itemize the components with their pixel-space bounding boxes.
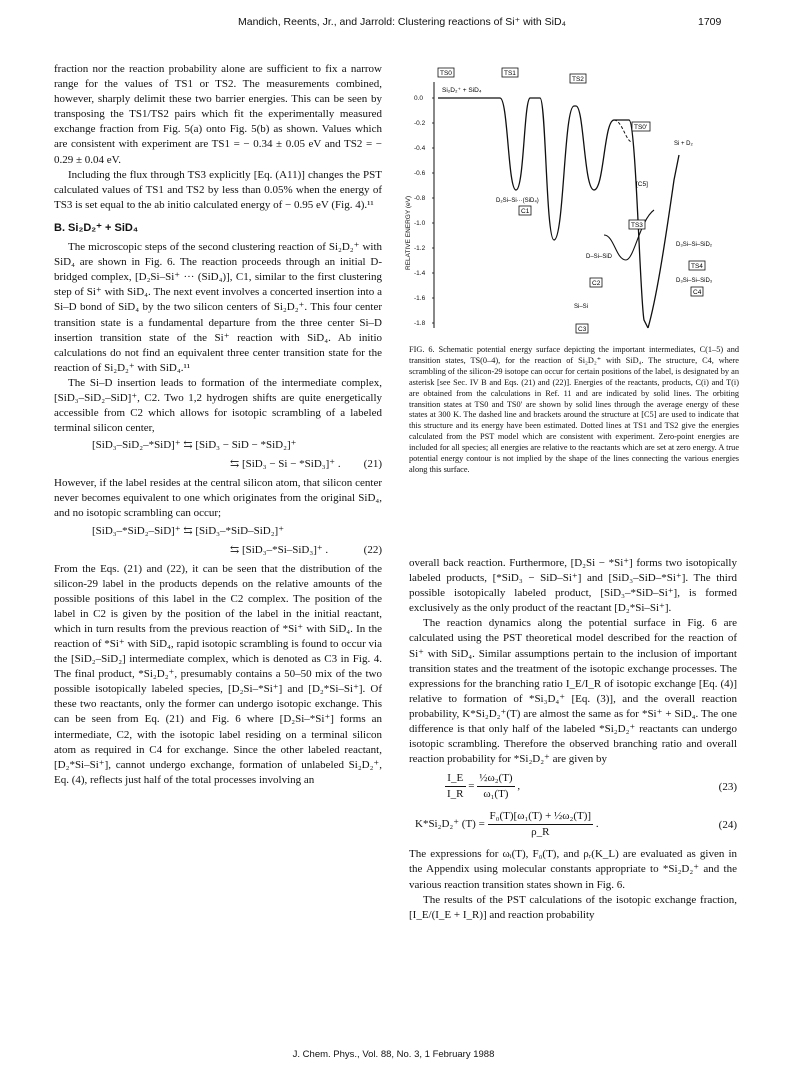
- c5-label: [C5]: [636, 181, 648, 188]
- equation-number: (24): [718, 819, 737, 832]
- c3-structure: Si–Si: [574, 304, 589, 310]
- svg-text:-1.8: -1.8: [414, 320, 426, 327]
- equation-21-line2: ⇆ [SiD₃ − Si − *SiD₃]⁺ . (21): [54, 457, 382, 474]
- equation-number: (22): [363, 543, 382, 556]
- c2-structure: D–Si–SiD: [586, 254, 613, 260]
- equation-number: (23): [718, 781, 737, 794]
- c1-structure: D₂Si–Si···(SiD₄): [496, 198, 539, 204]
- y-axis-ticks: [414, 95, 426, 327]
- ts4-label: TS4: [691, 263, 703, 270]
- c4-structure: D₃Si–Si–SiD₃: [676, 278, 713, 284]
- ts3-label: TS3: [631, 222, 643, 229]
- left-column: [54, 62, 382, 788]
- svg-text:-0.8: -0.8: [414, 195, 426, 202]
- paragraph: The microscopic steps of the second clustering reaction of Si₂D₂⁺ with SiD₄ are shown in Fig. 6. The reaction proceeds through an initial D-bridged complex, [D₂Si–Si⁺ ··· (SiD₄)], C1, similar to the first clustering step of Si⁺ with SiD₄. The next event involves a concerted insertion into a Si–D bond of SiD₄ by the two silicon centers of Si₂D₂⁺. This four center transition state is a fundamental departure from the three center Si–D insertion transition state of the Si⁺ reaction with SiD₄. Ab initio calculations do not find an equivalent three center transition state for the reaction of Si₂D₂⁺ with SiD₄.¹¹: [54, 241, 382, 374]
- c3-label: C3: [578, 326, 587, 333]
- svg-text:-1.6: -1.6: [414, 295, 426, 302]
- paragraph: fraction nor the reaction probability alone are sufficient to fix a narrow range for the values of TS1 or TS2. The measurements combined, however, sharply delimit these two barrier energies. This can be seen by transposing the TS1/TS2 pairs which fit the experimentally measured exchange fraction from Fig. 5(a) onto Fig. 5(b) as shown. Values which are consistent with experiment are TS1 = − 0.34 ± 0.05 eV and TS2 = − 0.29 ± 0.04 eV.: [54, 63, 382, 166]
- journal-footer: J. Chem. Phys., Vol. 88, No. 3, 1 February 1988: [292, 1049, 495, 1060]
- ts2-label: TS2: [572, 76, 584, 83]
- equation-23: $\frac{I\_E}{I\_R}$ = $\frac{\text{½ω₂(T)}}{\text{ω₁(T)}}$ , (23): [447, 772, 737, 801]
- running-header: [0, 16, 787, 32]
- page-number: 1709: [698, 16, 722, 28]
- svg-text:-1.0: -1.0: [414, 220, 426, 227]
- energy-surface-svg: [404, 60, 744, 340]
- paragraph: The Si–D insertion leads to formation of the intermediate complex, [SiD₃–SiD₂–SiD]⁺, C2. Two 1,2 hydrogen shifts are quite energetically accessible from C2 which allows for isotopic scrambling of a labeled terminal silicon center,: [54, 376, 382, 435]
- ts1-label: TS1: [504, 70, 516, 77]
- ts0p-label: TS0′: [634, 124, 648, 131]
- ts4-structure: D₃Si–Si–SiD₂: [676, 242, 713, 248]
- figure-caption: FIG. 6. Schematic potential energy surface depicting the important intermediates, C(1–5) and transition states, TS(0–4), for the reaction of Si₂D₂⁺ with SiD₄. The structure, C4, where scrambling of the silicon-29 isotope can occur for certain positions of the label, is designated by an asterisk [see Sec. IV B and Eqs. (21) and (22)]. Energies of the reactants, products, C(i) and T(i) are obtained from the calculations in Ref. 11 and are indicated by solid lines. The orbiting transition states at TS0 and TS0′ are shown by solid lines through the average energy of these states at 300 K. The dashed line and brackets around the structure at [C5] are used to indicate that this structure and its energy have been estimated. Dotted lines at TS1 and TS2 give the energies calculated from the PST model which are consistent with experiment. Zero-point energies are included for all species; all energies are relative to the reactants which are set at zero energy. A true potential energy contour is not implied by the shape of the lines connecting the various energies along this surface.: [409, 345, 739, 474]
- c2-label: C2: [592, 280, 601, 287]
- products-label: Si + D₂: [674, 141, 693, 147]
- equation-24: K*Si₂D₂⁺ (T) = $\frac{\text{F₀(T)[ω₁(T) + ½ω₂(T)]}}{\rho\_R}$ . (24): [415, 810, 737, 839]
- paragraph: The results of the PST calculations of the isotopic exchange fraction, [I_E/(I_E + I_R)] and reaction probability: [409, 893, 737, 921]
- paragraph: The reaction dynamics along the potential surface in Fig. 6 are calculated using the PST theoretical model described for the reaction of Si⁺ with SiD₄. Similar assumptions pertain to the inclusion of important transition states and the treatment of the isotopic exchange processes. The expressions for the branching ratio I_E/I_R of isotopic exchange [Eq. (4)] relative to formation of *Si₃D₄⁺ [Eq. (3)], and the overall reaction probability, K*Si₂D₂⁺(T) are almost the same as for *Si⁺ + SiD₄. The one difference is that only half of the labeled *Si₂D₂⁺ reactants can undergo isotopic scrambling. Therefore the observed branching ratio and overall reaction probability for *Si₂D₂⁺ are given by: [409, 617, 737, 766]
- equation-number: (21): [363, 458, 382, 471]
- header-title: Mandich, Reents, Jr., and Jarrold: Clustering reactions of Si⁺ with SiD₄: [238, 16, 566, 28]
- paragraph: Including the flux through TS3 explicitly [Eq. (A11)] changes the PST calculated values of TS1 and TS2 by less than 0.05% when the energy of TS3 is set equal to the ab initio calculated energy of − 0.95 eV (Fig. 4).¹¹: [54, 168, 382, 211]
- svg-text:0.0: 0.0: [414, 95, 424, 102]
- right-column: [409, 556, 737, 923]
- paragraph: The expressions for ωᵢ(T), F₀(T), and ρᵣ(K_L) are evaluated as given in the Appendix using molecular constants appropriate to *Si₂D₂⁺ and the various reaction transition states shown in Fig. 6.: [409, 848, 737, 891]
- paragraph: From the Eqs. (21) and (22), it can be seen that the distribution of the silicon-29 label in the products depends on the relative amounts of the possible positions of this label in the C2 complex. The position of the label in C2 is given by the position of the label in the initial reactant, which in turn results from the previous reaction of *Si⁺ with SiD₄. In the reaction of *Si⁺ with SiD₄, rapid isotopic scrambling is found to occur via the [SiD₂–SiD₂] intermediate complex, which is denoted as C3 in Fig. 4. The final product, *Si₂D₂⁺, presumably contains a 50–50 mix of the two possible isotopically labeled species, [D₂Si–*Si⁺] and [D₂*Si–Si⁺]. Of these two reactants, only the former can undergo isotopic exchange. This can be seen from Eq. (21) and Fig. 6 where [D₂Si–*Si⁺] forms an intermediate, C2, with the isotopic label residing on a terminal silicon atom as required in C4 for exchange. Since the other labeled reactant, [D₂*Si–Si⁺], cannot undergo exchange, formation of unlabeled Si₂D₂⁺, Eq. (4), reflects just half of the total processes involving an: [54, 562, 382, 786]
- c1-label: C1: [521, 208, 530, 215]
- equation-21-line1: [SiD₃–SiD₂–*SiD]⁺ ⇆ [SiD₃ − SiD − *SiD₂]⁺: [92, 439, 297, 452]
- paragraph: overall back reaction. Furthermore, [D₂Si − *Si⁺] forms two isotopically labeled products, [*SiD₃ − SiD–Si⁺] and [SiD₃–SiD–*Si⁺]. The third possible isotopically labeled product, [SiD₃–*SiD–Si⁺], is formed exclusively as the only product of the reactant [D₂*Si–Si⁺].: [409, 557, 737, 615]
- ts0-label: TS0: [440, 70, 452, 77]
- equation-22-line2: ⇆ [SiD₃–*Si–SiD₃]⁺ . (22): [54, 543, 382, 560]
- reactants-label: Si₂D₂⁺ + SiD₄: [442, 87, 482, 94]
- svg-text:-0.6: -0.6: [414, 170, 426, 177]
- paragraph: However, if the label resides at the central silicon atom, that silicon center never becomes equivalent to one which originates from the original SiD₄, and no isotopic scrambling can occur;: [54, 477, 382, 520]
- svg-text:-0.4: -0.4: [414, 145, 426, 152]
- figure-6-energy-diagram: [404, 60, 744, 340]
- svg-text:-1.2: -1.2: [414, 245, 426, 252]
- c4-label: C4: [693, 289, 702, 296]
- svg-text:-1.4: -1.4: [414, 270, 426, 277]
- y-axis-label: RELATIVE ENERGY (eV): [405, 195, 412, 270]
- svg-text:-0.2: -0.2: [414, 120, 426, 127]
- section-heading: B. Si₂D₂⁺ + SiD₄: [54, 221, 139, 234]
- equation-22-line1: [SiD₃–*SiD₂–SiD]⁺ ⇆ [SiD₃–*SiD–SiD₂]⁺: [92, 524, 285, 537]
